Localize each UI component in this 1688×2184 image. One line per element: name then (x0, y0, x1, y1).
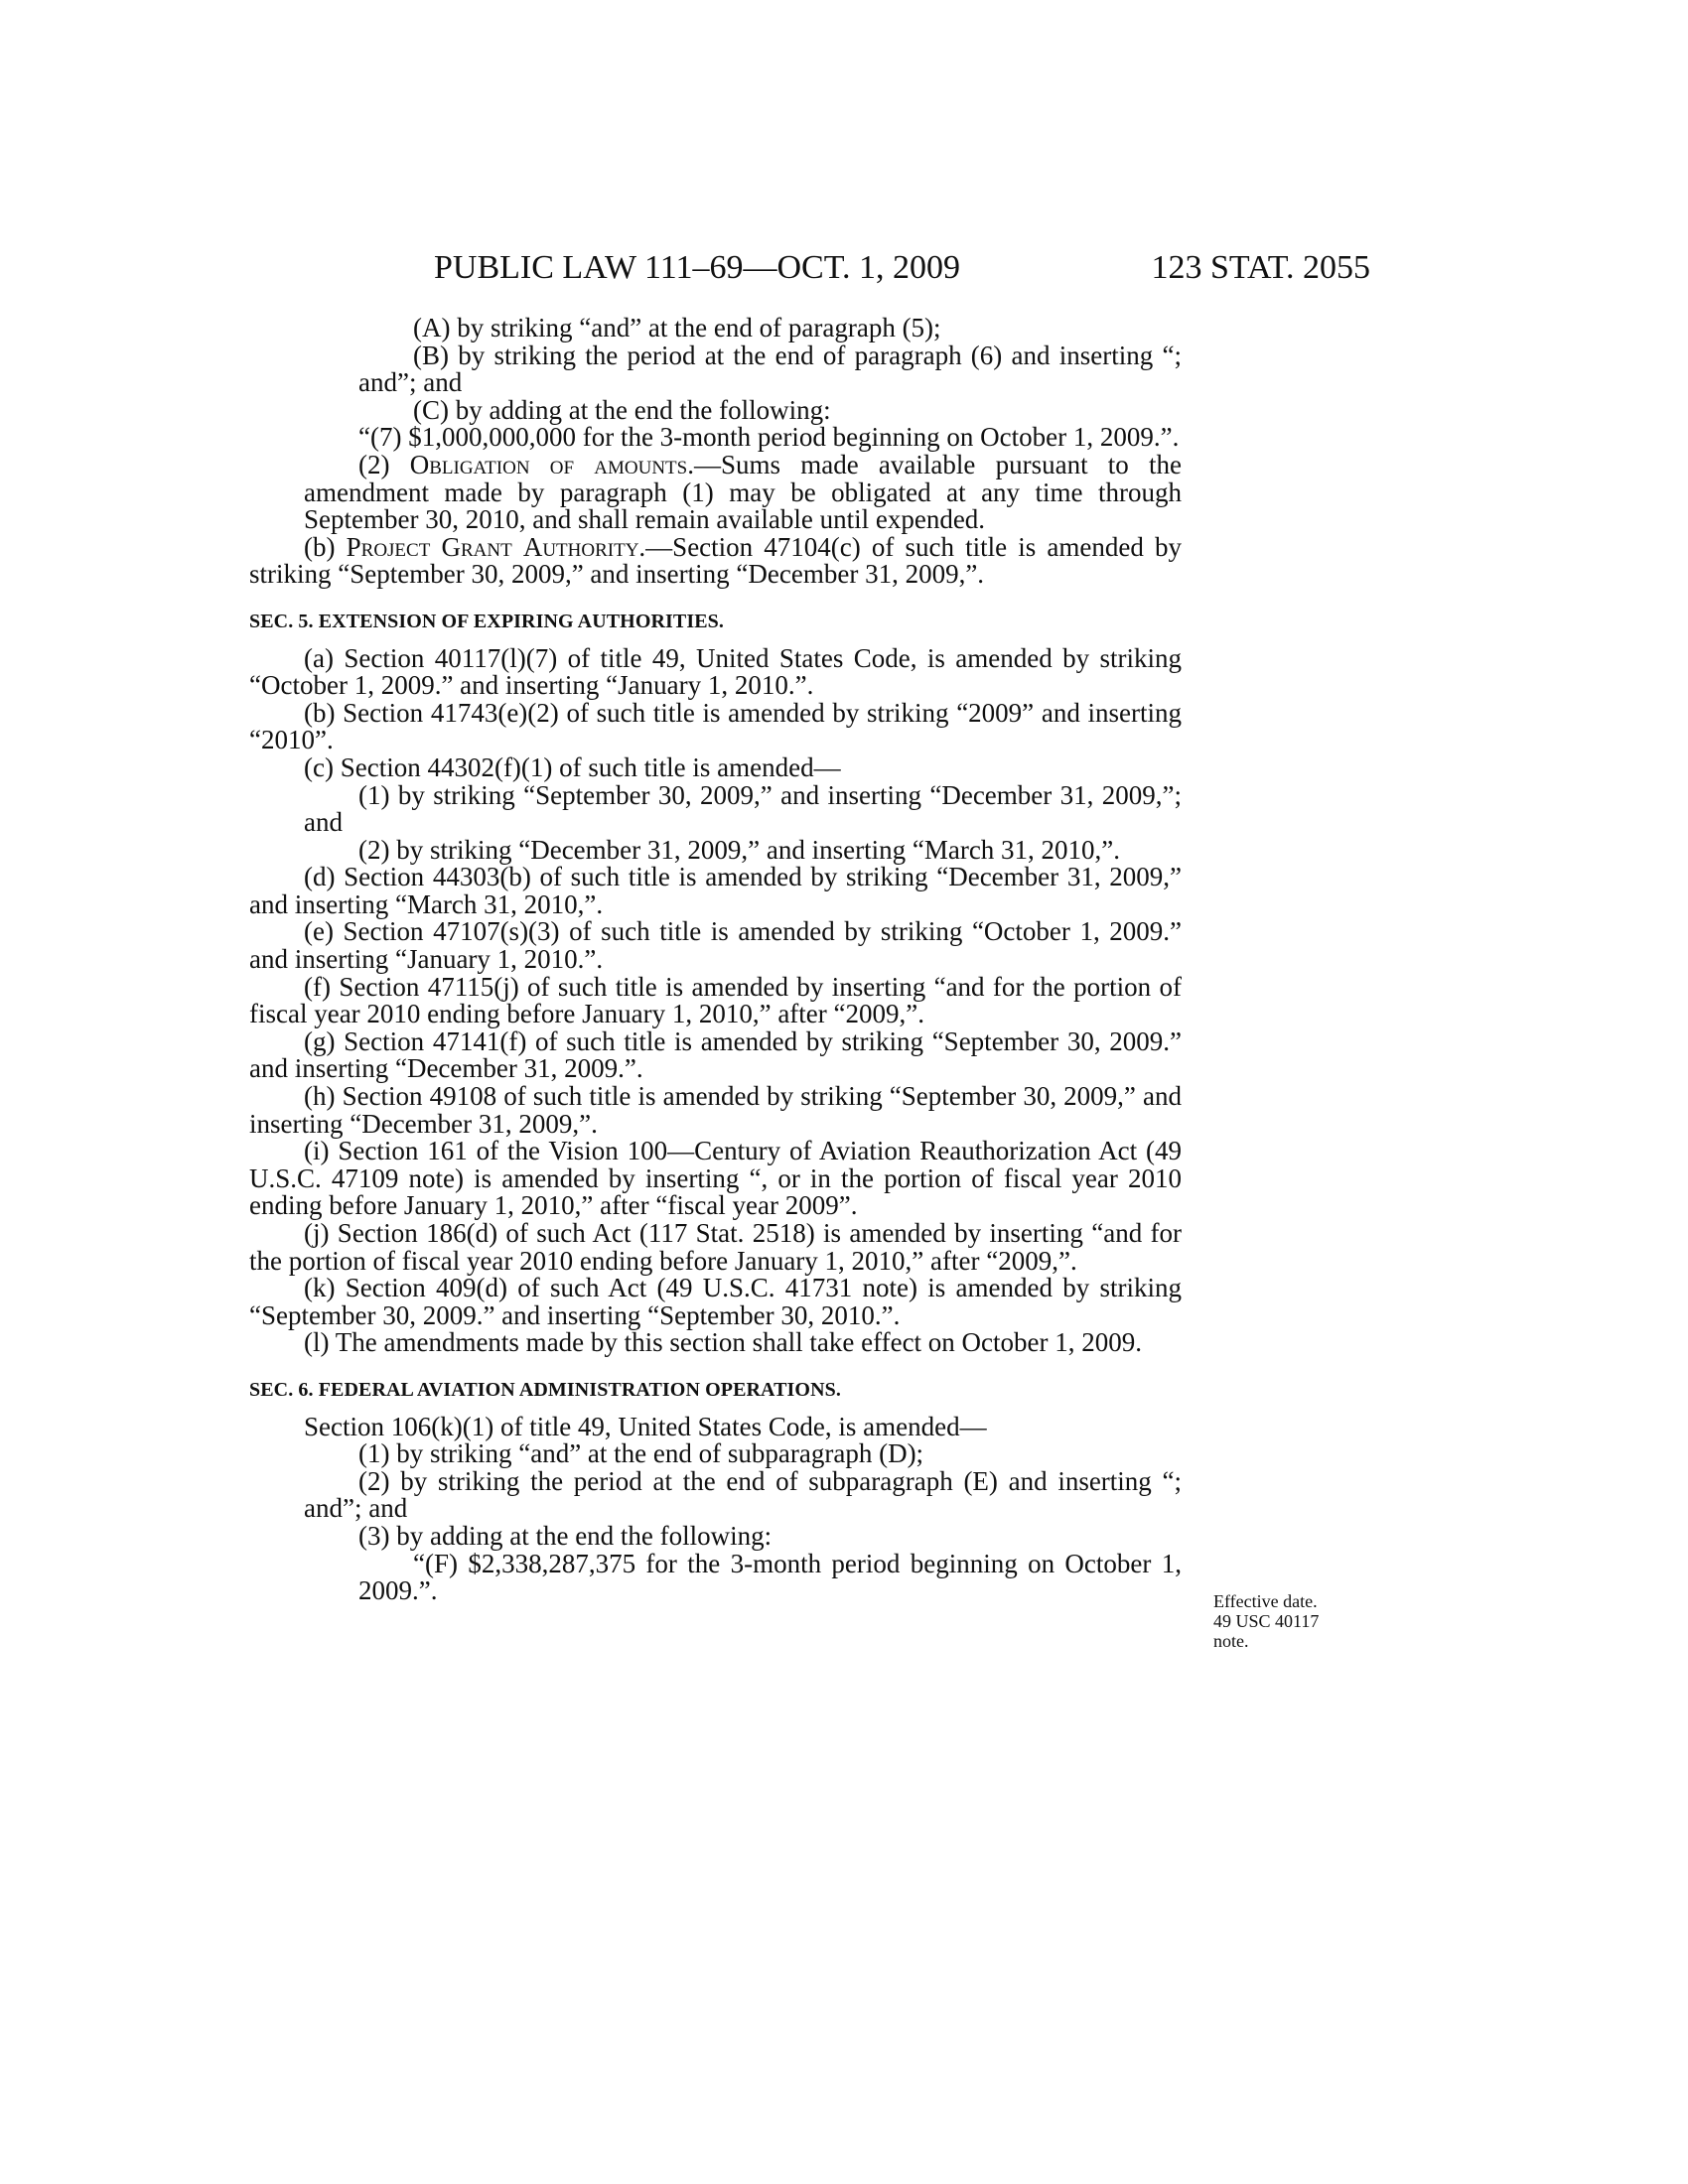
project-grant-authority-paragraph (249, 531, 1182, 590)
project-heading-part-3: uthority (542, 531, 639, 562)
section-5-b: (b) Section 41743(e)(2) of such title is amended by striking “2009” and inserting “2010”. (249, 697, 1182, 755)
section-5-f: (f) Section 47115(j) of such title is amended by inserting “and for the portion of fiscal year 2010 ending before January 1, 2010,” after “2009,”. (249, 971, 1182, 1029)
obligation-of-amounts-paragraph (304, 449, 1183, 535)
margin-note-note: note. (1213, 1631, 1249, 1651)
section-6-intro: Section 106(k)(1) of title 49, United States Code, is amended— (304, 1411, 987, 1441)
section-6-heading: SEC. 6. FEDERAL AVIATION ADMINISTRATION OPERATIONS. (249, 1378, 841, 1401)
subparagraph-c: (C) by adding at the end the following: (413, 394, 831, 425)
section-5-heading: SEC. 5. EXTENSION OF EXPIRING AUTHORITIES. (249, 610, 725, 632)
project-heading-capital-g: G (441, 531, 461, 562)
project-text: .—Section 47104(c) of such title is amended by striking “September 30, 2009,” and inserting “December 31, 2009,”. (249, 531, 1182, 590)
section-6-quoted-subparagraph-f: “(F) $2,338,287,375 for the 3-month period beginning on October 1, 2009.”. (358, 1548, 1182, 1606)
project-heading-part-2: rant (460, 531, 523, 562)
section-6-2: (2) by striking the period at the end of subparagraph (E) and inserting “; and”; and (304, 1465, 1182, 1524)
project-heading-capital-a: A (522, 531, 543, 562)
section-5-c: (c) Section 44302(f)(1) of such title is amended— (304, 751, 841, 782)
subparagraph-b: (B) by striking the period at the end of paragraph (6) and inserting “; and”; and (358, 340, 1182, 398)
document-body (249, 313, 1183, 1606)
margin-note-effective-date: Effective date. (1213, 1591, 1318, 1611)
quoted-paragraph-7: “(7) $1,000,000,000 for the 3-month period beginning on October 1, 2009.”. (358, 422, 1180, 453)
section-5-a: (a) Section 40117(l)(7) of title 49, United States Code, is amended by striking “October 1, 2009.” and inserting “January 1, 2010.”. (249, 642, 1182, 701)
section-5-l: (l) The amendments made by this section shall take effect on October 1, 2009. (304, 1327, 1143, 1358)
margin-note (1213, 1591, 1372, 1651)
section-5-e: (e) Section 47107(s)(3) of such title is amended by striking “October 1, 2009.” and inserting “January 1, 2010.”. (249, 916, 1182, 975)
section-5-c-1: (1) by striking “September 30, 2009,” and inserting “December 31, 2009,”; and (304, 779, 1182, 838)
section-5-d: (d) Section 44303(b) of such title is amended by striking “December 31, 2009,” and inserting “March 31, 2010,”. (249, 862, 1182, 919)
subparagraph-a: (A) by striking “and” at the end of paragraph (5); (413, 313, 941, 342)
section-6-1: (1) by striking “and” at the end of subparagraph (D); (358, 1438, 924, 1469)
section-5-h: (h) Section 49108 of such title is amended by striking “September 30, 2009,” and inserting “December 31, 2009,”. (249, 1081, 1182, 1139)
section-5-c-2: (2) by striking “December 31, 2009,” and inserting “March 31, 2010,”. (358, 834, 1121, 865)
section-5-k: (k) Section 409(d) of such Act (49 U.S.C. 41731 note) is amended by striking “September 30, 2009.” and inserting “September 30, 2010.”. (249, 1273, 1182, 1330)
obligation-lead: (2) O (358, 449, 430, 479)
project-heading-part-1: roject (360, 531, 442, 562)
obligation-heading: bligation of amounts (429, 449, 688, 479)
margin-note-usc-citation: 49 USC 40117 (1213, 1611, 1320, 1631)
section-5-j: (j) Section 186(d) of such Act (117 Stat. 2518) is amended by inserting “and for the portion of fiscal year 2010 ending before January 1, 2010,” after “2009,”. (249, 1218, 1182, 1276)
section-5-g: (g) Section 47141(f) of such title is amended by striking “September 30, 2009.” and inserting “December 31, 2009.”. (249, 1025, 1182, 1084)
section-6-3: (3) by adding at the end the following: (358, 1520, 773, 1551)
statute-page-number: 123 STAT. 2055 (1151, 249, 1370, 286)
obligation-text: .—Sums made available pursuant to the amendment made by paragraph (1) may be obligated at any time through September 30, 2010, and shall remain available until expended. (304, 449, 1183, 535)
section-5-i: (i) Section 161 of the Vision 100—Century of Aviation Reauthorization Act (49 U.S.C. 47109 note) is amended by inserting “, or in the portion of fiscal year 2010 ending before January 1, 2010,” after “fiscal year 2009”. (249, 1136, 1182, 1221)
running-head: PUBLIC LAW 111–69—OCT. 1, 2009 (434, 249, 960, 286)
project-lead: (b) P (304, 531, 361, 562)
